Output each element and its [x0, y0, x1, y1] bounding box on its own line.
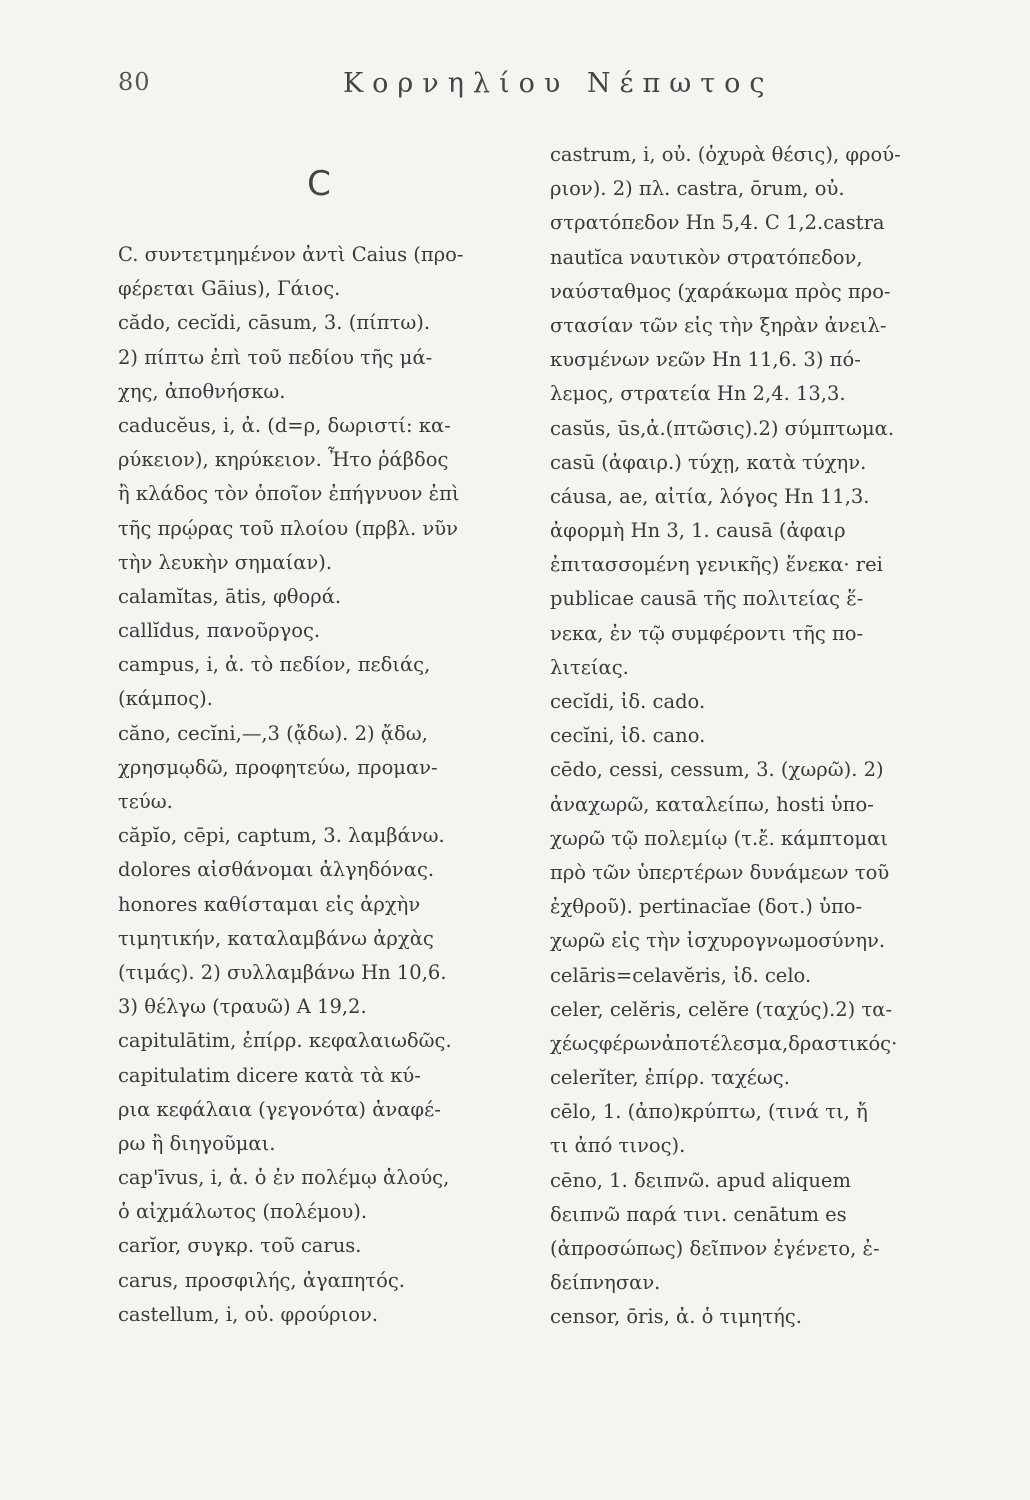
dictionary-line: cecĭdi, ἰδ. cado.: [550, 690, 706, 713]
dictionary-line: λιτείας.: [550, 655, 629, 679]
dictionary-line: celer, celĕris, celĕre (ταχύς).2) τα-: [550, 997, 893, 1021]
dictionary-line: cēno, 1. δειπνῶ. apud aliquem: [550, 1168, 851, 1192]
dictionary-line: ἐπιτασσομένη γενικῆς) ἕνεκα· rei: [550, 553, 883, 577]
dictionary-line: χέωςφέρωνἀποτέλεσμα,δραστικός·: [550, 1031, 898, 1055]
dictionary-line: honores καθίσταμαι εἰς ἀρχὴν: [118, 892, 421, 916]
dictionary-line: celerĭter, ἐπίρρ. ταχέως.: [550, 1066, 790, 1090]
dictionary-line: δείπνησαν.: [550, 1271, 661, 1295]
dictionary-line: C. συντετμημένον ἀντὶ Caius (προ-: [118, 243, 464, 266]
dictionary-line: carĭor, συγκρ. τοῦ carus.: [118, 1234, 362, 1258]
dictionary-line: ρια κεφάλαια (γεγονότα) ἀναφέ-: [118, 1097, 441, 1121]
page-header: [118, 68, 918, 108]
dictionary-line: castellum, i, οὐ. φρούριον.: [118, 1302, 379, 1326]
dictionary-line: ναύσταθμος (χαράκωμα πρὸς προ-: [550, 279, 891, 303]
dictionary-line: celāris=celavĕris, ἰδ. celo.: [550, 963, 812, 987]
dictionary-line: 2) πίπτω ἐπὶ τοῦ πεδίου τῆς μά-: [118, 345, 433, 369]
dictionary-line: λεμος, στρατεία Hn 2,4. 13,3.: [550, 382, 846, 406]
dictionary-line: δειπνῶ παρά τινι. cenātum es: [550, 1202, 847, 1226]
dictionary-line: χωρῶ εἰς τὴν ἰσχυρογνωμοσύνην.: [550, 929, 886, 953]
dictionary-line: χωρῶ τῷ πολεμίῳ (τ.ἔ. κάμπτομαι: [550, 826, 888, 850]
dictionary-line: (τιμάς). 2) συλλαμβάνω Hn 10,6.: [118, 960, 447, 984]
section-letter: C: [307, 164, 331, 204]
dictionary-line: căno, cecĭni,—,3 (ᾄδω). 2) ᾄδω,: [118, 721, 428, 745]
dictionary-line: τῆς πρῴρας τοῦ πλοίου (πρβλ. νῦν: [118, 516, 458, 540]
dictionary-line: cēdo, cessi, cessum, 3. (χωρῶ). 2): [550, 758, 884, 782]
dictionary-line: ὁ αἰχμάλωτος (πολέμου).: [118, 1200, 368, 1224]
dictionary-line: casū (ἀφαιρ.) τύχῃ, κατὰ τύχην.: [550, 450, 867, 474]
dictionary-line: τεύω.: [118, 790, 173, 813]
dictionary-line: πρὸ τῶν ὑπερτέρων δυνάμεων τοῦ: [550, 860, 890, 884]
dictionary-line: τι ἀπό τινος).: [550, 1134, 686, 1158]
dictionary-line: căpĭo, cēpi, captum, 3. λαμβάνω.: [118, 824, 445, 848]
dictionary-line: ρω ἢ διηγοῦμαι.: [118, 1131, 276, 1155]
dictionary-line: callĭdus, πανοῦργος.: [118, 619, 321, 643]
dictionary-line: τιμητικήν, καταλαμβάνω ἀρχὰς: [118, 926, 434, 950]
dictionary-line: ριον). 2) πλ. castra, ōrum, οὐ.: [550, 177, 845, 201]
dictionary-line: castrum, i, οὐ. (ὀχυρὰ θέσις), φρού-: [550, 143, 901, 166]
dictionary-line: τὴν λευκὴν σημαίαν).: [118, 550, 333, 574]
dictionary-line: κυσμένων νεῶν Hn 11,6. 3) πό-: [550, 348, 861, 372]
dictionary-line: νεκα, ἐν τῷ συμφέροντι τῆς πο-: [550, 621, 864, 645]
dictionary-line: χης, ἀποθνήσκω.: [118, 379, 286, 403]
dictionary-line: cecĭni, ἰδ. cano.: [550, 724, 706, 748]
right-column: [550, 138, 962, 1335]
dictionary-line: nautĭca ναυτικὸν στρατόπεδον,: [550, 245, 863, 269]
dictionary-line: caducĕus, i, ἀ. (d=ρ, δωριστί: κα-: [118, 413, 451, 437]
dictionary-line: στρατόπεδον Hn 5,4. C 1,2.castra: [550, 211, 885, 235]
running-title: Κορνηλίου Νέπωτος: [343, 68, 774, 99]
dictionary-line: publicae causā τῆς πολιτείας ἕ-: [550, 587, 864, 611]
dictionary-line: calamĭtas, ātis, φθορά.: [118, 584, 342, 608]
dictionary-line: ἐχθροῦ). pertinacĭae (δοτ.) ὑπο-: [550, 895, 863, 919]
dictionary-line: carus, προσφιλής, ἀγαπητός.: [118, 1268, 405, 1292]
dictionary-line: ἀφορμὴ Hn 3, 1. causā (ἀφαιρ: [550, 519, 846, 543]
dictionary-line: χρησμῳδῶ, προφητεύω, προμαν-: [118, 755, 438, 779]
dictionary-line: ἢ κλάδος τὸν ὁποῖον ἐπήγνυον ἐπὶ: [118, 482, 460, 506]
dictionary-line: 3) θέλγω (τραυῶ) A 19,2.: [118, 995, 367, 1019]
page-number: 80: [118, 68, 151, 96]
dictionary-line: στασίαν τῶν εἰς τὴν ξηρὰν ἀνειλ-: [550, 313, 887, 337]
dictionary-line: censor, ōris, ἀ. ὁ τιμητής.: [550, 1305, 802, 1329]
dictionary-line: (ἀπροσώπως) δεῖπνον ἐγένετο, ἐ-: [550, 1237, 880, 1260]
dictionary-line: casŭs, ūs,ἀ.(πτῶσις).2) σύμπτωμα.: [550, 416, 895, 440]
dictionary-line: ρύκειον), κηρύκειον. Ἦτο ῥάβδος: [118, 448, 449, 472]
dictionary-line: cēlo, 1. (ἀπο)κρύπτω, (τινά τι, ἤ: [550, 1100, 868, 1124]
dictionary-line: (κάμπος).: [118, 687, 213, 711]
dictionary-line: cáusa, ae, αἰτία, λόγος Hn 11,3.: [550, 484, 870, 508]
dictionary-line: capitulatim dicere κατὰ τὰ κύ-: [118, 1063, 421, 1087]
dictionary-line: cap'īvus, i, ἀ. ὁ ἐν πολέμῳ ἁλούς,: [118, 1166, 450, 1190]
dictionary-line: cădo, cecĭdi, cāsum, 3. (πίπτω).: [118, 311, 431, 335]
dictionary-line: ἀναχωρῶ, καταλείπω, hosti ὑπο-: [550, 792, 874, 816]
left-column: [118, 164, 530, 1332]
dictionary-line: campus, i, ἀ. τὸ πεδίον, πεδιάς,: [118, 653, 431, 677]
dictionary-line: dolores αἰσθάνομαι ἀλγηδόνας.: [118, 858, 435, 882]
dictionary-line: capitulātim, ἐπίρρ. κεφαλαιωδῶς.: [118, 1029, 452, 1053]
dictionary-line: φέρεται Gāius), Γάιος.: [118, 277, 341, 301]
